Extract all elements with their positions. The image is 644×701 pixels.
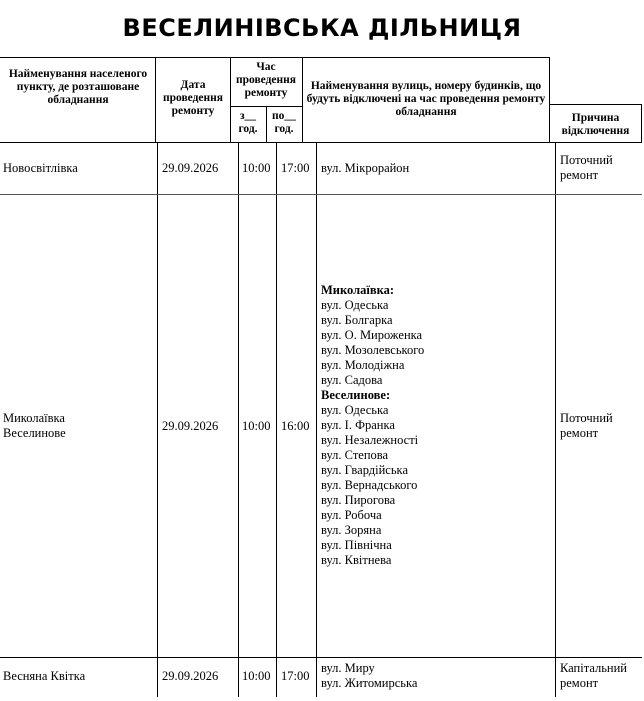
street-item: вул. Садова: [321, 373, 383, 387]
row1-to: 17:00: [281, 161, 310, 175]
row2-from: 10:00: [242, 419, 271, 433]
street-group-heading: Веселинове:: [321, 388, 391, 402]
row3-date: 29.09.2026: [162, 669, 219, 683]
page-title: ВЕСЕЛИНІВСЬКА ДІЛЬНИЦЯ: [122, 14, 522, 42]
street-item: вул. Мозолевського: [321, 343, 425, 357]
header-from: з__ год.: [238, 110, 258, 135]
row3-to: 17:00: [281, 669, 310, 683]
header-streets: Найменування вулиць, номеру будинків, що будуть відключені на час проведення ремонту обладнання: [306, 80, 546, 118]
street-item: вул. Одеська: [321, 403, 389, 417]
street-item: вул. Квітнева: [321, 553, 392, 567]
street-item: вул. О. Мироженка: [321, 328, 423, 342]
row1-from: 10:00: [242, 161, 271, 175]
street-item: вул. Пирогова: [321, 493, 396, 507]
street-item: вул. Мікрорайон: [321, 161, 410, 175]
row1-streets: [321, 161, 409, 176]
row1-date: 29.09.2026: [162, 161, 219, 175]
row2-date: 29.09.2026: [162, 419, 219, 433]
street-item: вул. Північна: [321, 538, 392, 552]
street-item: вул. Одеська: [321, 298, 389, 312]
street-item: вул. Молодіжна: [321, 358, 405, 372]
street-item: вул. Робоча: [321, 508, 382, 522]
street-item: вул. Гвардійська: [321, 463, 408, 477]
header-date: Дата проведення ремонту: [162, 79, 224, 117]
street-item: вул. Вернадського: [321, 478, 418, 492]
street-item: вул. Миру: [321, 661, 375, 675]
row2-to: 16:00: [281, 419, 310, 433]
header-reason: Причина відключення: [561, 112, 630, 137]
row3-streets: [321, 661, 417, 691]
header-time: Час проведення ремонту: [235, 61, 297, 99]
street-group-heading: Миколаївка:: [321, 283, 395, 297]
row2-settlement: Миколаївка Веселинове: [3, 411, 66, 440]
header-settlement: Найменування населеного пункту, де розташоване обладнання: [8, 68, 148, 106]
row3-from: 10:00: [242, 669, 271, 683]
row2-reason: Поточний ремонт: [560, 411, 613, 440]
street-item: вул. І. Франка: [321, 418, 395, 432]
street-item: вул. Зоряна: [321, 523, 382, 537]
street-item: вул. Незалежності: [321, 433, 419, 447]
row3-reason: Капітальний ремонт: [560, 661, 627, 690]
street-item: вул. Степова: [321, 448, 389, 462]
row2-streets: [321, 283, 424, 568]
header-to: по__ год.: [272, 110, 296, 135]
row3-settlement: Весняна Квітка: [3, 669, 86, 683]
row1-reason: Поточний ремонт: [560, 153, 613, 182]
row1-settlement: Новосвітлівка: [3, 161, 78, 175]
street-item: вул. Житомирська: [321, 676, 418, 690]
street-item: вул. Болгарка: [321, 313, 393, 327]
